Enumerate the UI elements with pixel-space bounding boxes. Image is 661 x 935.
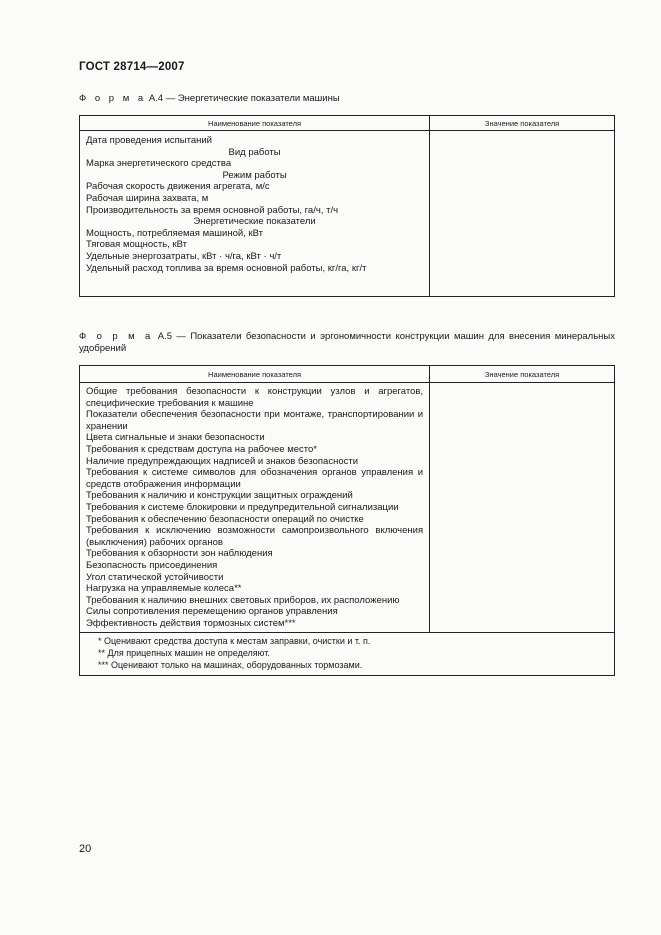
form-a4-row: Тяговая мощность, кВт (86, 239, 187, 251)
form-a4-row: Мощность, потребляемая машиной, кВт (86, 227, 263, 239)
document-header: ГОСТ 28714—2007 (79, 61, 185, 73)
form-a4-names-cell (80, 131, 430, 297)
page-number: 20 (79, 843, 92, 855)
form-a4-indicator-list (80, 131, 429, 278)
form-a5-row: Требования к наличию и конструкции защитных ограждений (86, 490, 353, 502)
form-a5-indicator-list (80, 383, 429, 632)
form-a5-row: Требования к системе блокировки и предупредительной сигнализации (86, 501, 399, 513)
form-a4-row: Рабочая скорость движения агрегата, м/с (86, 181, 270, 193)
form-a5-footnotes-cell (80, 633, 615, 676)
form-a5-values-cell (430, 383, 615, 633)
form-a5-row: Цвета сигнальные и знаки безопасности (86, 432, 265, 444)
form-a5-row: Эффективность действия тормозных систем*** (86, 617, 296, 629)
form-a4-row: Вид работы (228, 146, 281, 158)
form-a4-caption-prefix: Ф о р м а (79, 93, 147, 104)
form-a5-names-cell (80, 383, 430, 633)
form-a5-footnote: ** Для прицепных машин не определяют. (98, 648, 270, 659)
form-a4-values-cell (430, 131, 615, 297)
form-a5-row: Наличие предупреждающих надписей и знаков безопасности (86, 455, 359, 467)
form-a5-row: Силы сопротивления перемещению органов управления (86, 606, 338, 618)
form-a4-row: Энергетические показатели (193, 216, 316, 228)
form-a4-row: Удельные энергозатраты, кВт · ч/га, кВт · ч/т (86, 250, 282, 262)
form-a5-row: Требования к исключению возможности самопроизвольного включения (выключения) рабочих органов (86, 525, 424, 548)
form-a5-row: Требования к системе символов для обозначения органов управления и средств отображения информации (86, 467, 424, 490)
form-a4-row: Производительность за время основной работы, га/ч, т/ч (86, 204, 339, 216)
form-a4-caption (79, 93, 340, 105)
form-a4-row: Дата проведения испытаний (86, 135, 212, 146)
form-a5-footnote: * Оценивают средства доступа к местам заправки, очистки и т. п. (98, 636, 371, 647)
form-a5-col2-header: Значение показателя (430, 366, 615, 383)
form-a4-col1-header: Наименование показателя (80, 116, 430, 131)
form-a4-col2-header: Значение показателя (430, 116, 615, 131)
form-a4-table (79, 115, 615, 297)
form-a5-row: Требования к наличию внешних световых приборов, их расположению (86, 594, 400, 606)
form-a5-row: Общие требования безопасности к конструкции узлов и агрегатов, специфические требования к машине (86, 386, 424, 409)
form-a4-row: Удельный расход топлива за время основной работы, кг/га, кг/т (86, 262, 367, 274)
form-a5-row: Угол статической устойчивости (86, 571, 224, 583)
form-a5-table (79, 365, 615, 676)
form-a5-caption (79, 331, 615, 355)
form-a5-footnotes (80, 633, 614, 675)
form-a4-row: Марка энергетического средства (86, 158, 232, 170)
form-a5-row: Нагрузка на управляемые колеса** (86, 583, 242, 595)
form-a5-row: Требования к обзорности зон наблюдения (86, 548, 273, 560)
form-a4-caption-text: А.4 — Энергетические показатели машины (148, 93, 340, 104)
form-a5-caption-text: А.5 — Показатели безопасности и эргономичности конструкции машин для внесения минеральных удобрений (79, 331, 616, 354)
form-a5-caption-prefix: Ф о р м а (79, 331, 154, 342)
form-a5-row: Требования к средствам доступа на рабочее место* (86, 443, 318, 455)
form-a5-row: Показатели обеспечения безопасности при монтаже, транспортировании и хранении (86, 409, 424, 432)
form-a4-row: Рабочая ширина захвата, м (86, 192, 209, 204)
form-a5-row: Требования к обеспечению безопасности операций по очистке (86, 513, 364, 525)
form-a5-row: Безопасность присоединения (86, 559, 218, 571)
form-a5-col1-header: Наименование показателя (80, 366, 430, 383)
form-a5-footnote: *** Оценивают только на машинах, оборудованных тормозами. (98, 659, 363, 670)
form-a4-row: Режим работы (222, 169, 287, 181)
